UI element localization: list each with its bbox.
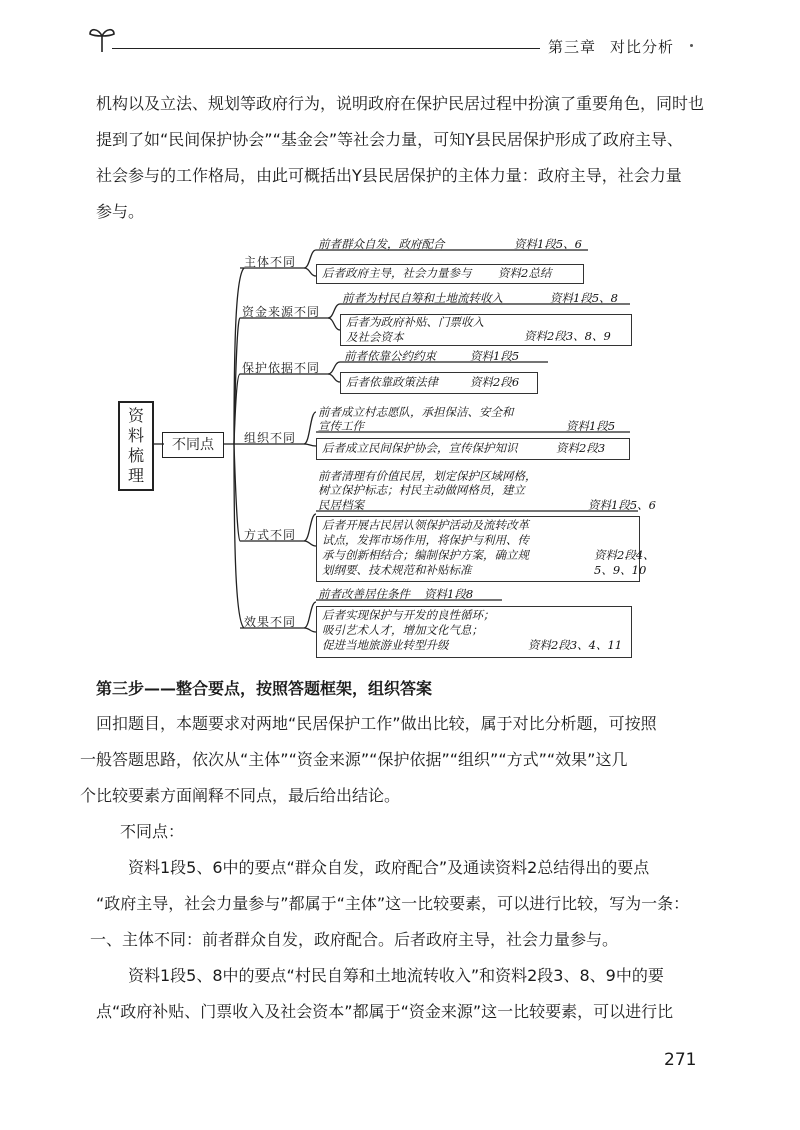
root-char: 梳 [127, 446, 144, 465]
body-line: 资料1段5、8中的要点“村民自筹和土地流转收入”和资料2段3、8、9中的要 [128, 966, 664, 985]
category-label: 主体不同 [244, 255, 297, 269]
body-paragraph [96, 958, 708, 1030]
note-text: 后者实现保护与开发的良性循环； [322, 608, 495, 622]
note-source: 资料2段3、4、11 [528, 638, 623, 652]
note-source: 5、9、10 [594, 563, 647, 577]
intro-line: 机构以及立法、规划等政府行为，说明政府在保护民居过程中扮演了重要角色，同时也 [96, 94, 705, 113]
category-label: 组织不同 [244, 431, 297, 445]
note-source: 资料2段3、8、9 [524, 329, 611, 343]
chapter-title: 对比分析 [610, 38, 675, 56]
category-label: 效果不同 [244, 615, 297, 629]
note-source: 资料1段8 [424, 587, 474, 601]
body-line: 一般答题思路，依次从“主体”“资金来源”“保护依据”“组织”“方式”“效果”这几 [80, 750, 628, 769]
sprout-icon [86, 22, 118, 54]
note-text: 及社会资本 [346, 330, 404, 344]
note-text: 前者改善居住条件 [318, 587, 410, 601]
chapter-header [548, 36, 674, 57]
note-text: 树立保护标志；村民主动做网格员，建立 [318, 483, 525, 497]
center-node: 不同点 [162, 432, 224, 458]
page-number: 271 [664, 1050, 697, 1070]
note-text: 后者政府主导，社会力量参与 [322, 266, 472, 280]
body-line: 回扣题目，本题要求对两地“民居保护工作”做出比较，属于对比分析题，可按照 [96, 714, 657, 733]
note-text: 试点，发挥市场作用，将保护与利用、传 [322, 533, 529, 547]
intro-line: 提到了如“民间保护协会”“基金会”等社会力量，可知Y县民居保护形成了政府主导、 [96, 130, 683, 149]
note-source: 资料2总结 [498, 266, 552, 280]
note-source: 资料2段6 [470, 375, 520, 389]
root-char: 资 [127, 406, 144, 425]
note-text: 后者依靠政策法律 [346, 375, 438, 389]
note-text: 前者群众自发，政府配合 [318, 237, 445, 251]
note-source: 资料2段4、 [594, 548, 655, 562]
body-paragraph [90, 850, 708, 958]
note-text: 前者成立村志愿队，承担保洁、安全和 [318, 405, 514, 419]
diff-label [96, 814, 708, 850]
note-text: 前者清理有价值民居，划定保护区域网格， [318, 469, 537, 483]
intro-line: 社会参与的工作格局，由此可概括出Y县民居保护的主体力量：政府主导，社会力量 [96, 166, 682, 185]
note-source: 资料1段5 [470, 349, 520, 363]
header-rule [112, 48, 540, 49]
body-line: “政府主导，社会力量参与”都属于“主体”这一比较要素，可以进行比较，写为一条： [96, 894, 690, 913]
body-line: 点“政府补贴、门票收入及社会资本”都属于“资金来源”这一比较要素，可以进行比 [96, 1002, 674, 1021]
category-label: 方式不同 [244, 528, 297, 542]
root-node [118, 401, 154, 491]
note-text: 吸引艺术人才，增加文化气息； [322, 623, 483, 637]
note-text: 划纲要、技术规范和补贴标准 [322, 563, 472, 577]
intro-paragraph [96, 86, 705, 230]
body-paragraph [80, 706, 708, 814]
body-line: 个比较要素方面阐释不同点，最后给出结论。 [80, 786, 401, 805]
note-text: 民居档案 [318, 498, 364, 512]
note-text: 后者开展古民居认领保护活动及流转改革 [322, 518, 529, 532]
category-label: 资金来源不同 [242, 305, 321, 319]
body-line: 一、主体不同：前者群众自发，政府配合。后者政府主导，社会力量参与。 [90, 930, 619, 949]
note-source: 资料2段3 [556, 441, 606, 455]
header-dot [690, 44, 693, 47]
note-source: 资料1段5 [566, 419, 616, 433]
note-source: 资料1段5、8 [550, 291, 618, 305]
step3-heading: 第三步——整合要点，按照答题框架，组织答案 [96, 679, 433, 698]
note-text: 后者成立民间保护协会，宣传保护知识 [322, 441, 518, 455]
note-text: 促进当地旅游业转型升级 [322, 638, 449, 652]
note-text: 前者为村民自筹和土地流转收入 [342, 291, 503, 305]
note-text: 后者为政府补贴、门票收入 [346, 315, 484, 329]
note-text: 承与创新相结合；编制保护方案，确立规 [322, 548, 529, 562]
root-char: 理 [127, 466, 144, 485]
intro-line: 参与。 [96, 202, 145, 221]
category-label: 保护依据不同 [242, 361, 321, 375]
body-line: 资料1段5、6中的要点“群众自发，政府配合”及通读资料2总结得出的要点 [128, 858, 650, 877]
note-text: 宣传工作 [318, 419, 364, 433]
chapter-number: 第三章 [548, 38, 597, 56]
note-source: 资料1段5、6 [588, 498, 656, 512]
note-text: 前者依靠公约约束 [344, 349, 436, 363]
mind-map [118, 236, 656, 666]
note-source: 资料1段5、6 [514, 237, 582, 251]
root-char: 料 [127, 426, 144, 445]
body-line: 不同点： [120, 822, 185, 841]
